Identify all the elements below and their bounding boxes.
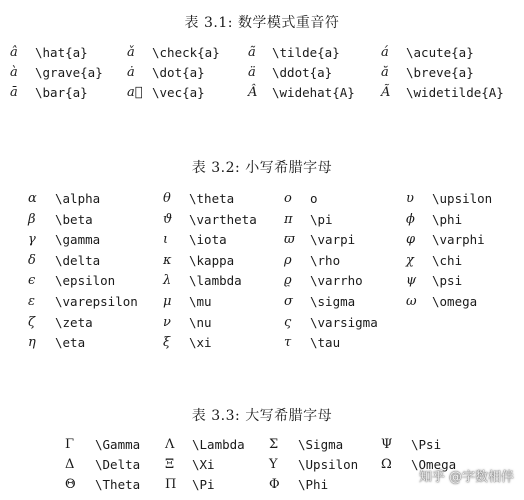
latex-command: \delta: [55, 252, 101, 268]
latex-command: \sigma: [310, 294, 356, 309]
symbol-glyph: μ: [163, 294, 172, 309]
latex-command: \xi: [189, 335, 212, 351]
symbol-glyph: â: [10, 45, 18, 60]
symbol-glyph: ψ: [406, 273, 417, 289]
symbol-glyph: χ: [406, 252, 414, 268]
latex-command: \acute{a}: [406, 45, 474, 60]
caption-label: 表 3.3:: [191, 408, 241, 424]
symbol-glyph: Θ: [65, 477, 76, 492]
symbol-glyph: Ω: [381, 457, 392, 472]
symbol-glyph: Φ: [269, 477, 280, 492]
latex-command: \phi: [432, 211, 463, 227]
latex-command: \Phi: [298, 477, 329, 492]
latex-command: \varsigma: [310, 314, 378, 330]
symbol-glyph: λ: [163, 273, 172, 289]
symbol-glyph: β: [28, 211, 36, 227]
symbol-glyph: à: [10, 65, 18, 80]
latex-command: \omega: [432, 294, 478, 309]
latex-command: \lambda: [189, 273, 242, 289]
symbol-glyph: ϱ: [284, 273, 292, 289]
symbol-glyph: ă: [381, 65, 389, 80]
symbol-glyph: ȧ: [127, 65, 135, 80]
symbol-glyph: σ: [284, 294, 293, 309]
latex-command: \Gamma: [95, 437, 141, 452]
symbol-glyph: ϖ: [284, 232, 295, 248]
latex-command: \vartheta: [189, 211, 257, 227]
latex-command: \Pi: [192, 477, 215, 492]
symbol-glyph: τ: [284, 335, 292, 351]
latex-command: \rho: [310, 252, 341, 268]
latex-command: \Delta: [95, 457, 141, 472]
symbol-glyph: ã: [248, 45, 256, 60]
caption-label: 表 3.2:: [191, 160, 241, 176]
symbol-glyph: κ: [163, 252, 172, 268]
symbol-glyph: ϑ: [163, 211, 173, 227]
caption-table-3-1: [0, 12, 524, 32]
symbol-glyph: ā: [10, 85, 18, 100]
symbol-glyph: a⃗: [127, 85, 143, 100]
symbol-glyph: Ã: [381, 85, 391, 100]
symbol-glyph: δ: [28, 252, 36, 268]
caption-label: 表 3.1:: [184, 15, 233, 31]
latex-command: \mu: [189, 294, 212, 309]
symbol-glyph: ä: [248, 65, 256, 80]
latex-command: \check{a}: [152, 45, 220, 60]
latex-command: \eta: [55, 335, 86, 351]
latex-command: \iota: [189, 232, 227, 248]
latex-command: \gamma: [55, 232, 101, 248]
latex-command: \widehat{A}: [272, 85, 355, 100]
symbol-glyph: ǎ: [127, 45, 135, 60]
latex-command: \Xi: [192, 457, 215, 472]
latex-command: \ddot{a}: [272, 65, 333, 80]
symbol-glyph: α: [28, 191, 37, 206]
latex-command: \alpha: [55, 191, 101, 206]
symbol-glyph: Σ: [269, 437, 279, 452]
latex-command: \bar{a}: [35, 85, 88, 100]
latex-command: \beta: [55, 211, 93, 227]
symbol-glyph: ϕ: [406, 211, 415, 227]
latex-command: \breve{a}: [406, 65, 474, 80]
latex-command: \Theta: [95, 477, 141, 492]
latex-command: \theta: [189, 191, 235, 206]
caption-table-3-3: [0, 405, 524, 425]
symbol-glyph: ε: [28, 294, 35, 309]
latex-command: \Sigma: [298, 437, 344, 452]
symbol-glyph: ν: [163, 314, 171, 330]
symbol-glyph: π: [284, 211, 293, 227]
watermark: 知乎 @字数相伴: [418, 470, 514, 485]
caption-title: 小写希腊字母: [245, 160, 333, 176]
symbol-glyph: Π: [165, 477, 177, 492]
latex-command: \widetilde{A}: [406, 85, 504, 100]
symbol-glyph: Ψ: [381, 437, 393, 452]
latex-command: \kappa: [189, 252, 235, 268]
symbol-glyph: φ: [406, 232, 416, 248]
latex-command: \varepsilon: [55, 294, 138, 309]
symbol-glyph: Γ: [65, 437, 75, 452]
latex-command: \varpi: [310, 232, 356, 248]
symbol-glyph: Δ: [65, 457, 75, 472]
symbol-glyph: Â: [248, 85, 258, 100]
symbol-glyph: o: [284, 191, 292, 206]
latex-command: \Lambda: [192, 437, 245, 452]
latex-command: \upsilon: [432, 191, 493, 206]
latex-command: \pi: [310, 211, 333, 227]
symbol-glyph: ρ: [284, 252, 292, 268]
latex-command: \dot{a}: [152, 65, 205, 80]
latex-command: \zeta: [55, 314, 93, 330]
caption-title: 数学模式重音符: [237, 15, 340, 31]
symbol-glyph: γ: [28, 232, 36, 248]
symbol-glyph: υ: [406, 191, 414, 206]
symbol-glyph: ι: [163, 232, 169, 248]
latex-command: \tau: [310, 335, 341, 351]
symbol-glyph: ξ: [163, 335, 171, 351]
caption-title: 大写希腊字母: [245, 408, 333, 424]
latex-command: \varrho: [310, 273, 363, 289]
symbol-glyph: Λ: [165, 437, 175, 452]
latex-command: o: [310, 191, 318, 206]
latex-command: \Psi: [411, 437, 442, 452]
symbol-glyph: ω: [406, 294, 417, 309]
latex-command: \grave{a}: [35, 65, 103, 80]
symbol-glyph: ς: [284, 314, 292, 330]
symbol-glyph: θ: [163, 191, 171, 206]
symbol-glyph: η: [28, 335, 36, 351]
latex-command: \Upsilon: [298, 457, 359, 472]
latex-command: \tilde{a}: [272, 45, 340, 60]
symbol-glyph: ϵ: [28, 273, 36, 289]
latex-command: \varphi: [432, 232, 485, 248]
latex-command: \hat{a}: [35, 45, 88, 60]
symbol-glyph: Ξ: [165, 457, 175, 472]
latex-command: \vec{a}: [152, 85, 205, 100]
symbol-glyph: á: [381, 45, 389, 60]
latex-command: \Omega: [411, 457, 457, 472]
latex-command: \nu: [189, 314, 212, 330]
latex-command: \chi: [432, 252, 463, 268]
caption-table-3-2: [0, 157, 524, 177]
latex-command: \psi: [432, 273, 463, 289]
latex-command: \epsilon: [55, 273, 116, 289]
symbol-glyph: Υ: [269, 457, 278, 472]
symbol-glyph: ζ: [28, 314, 36, 330]
